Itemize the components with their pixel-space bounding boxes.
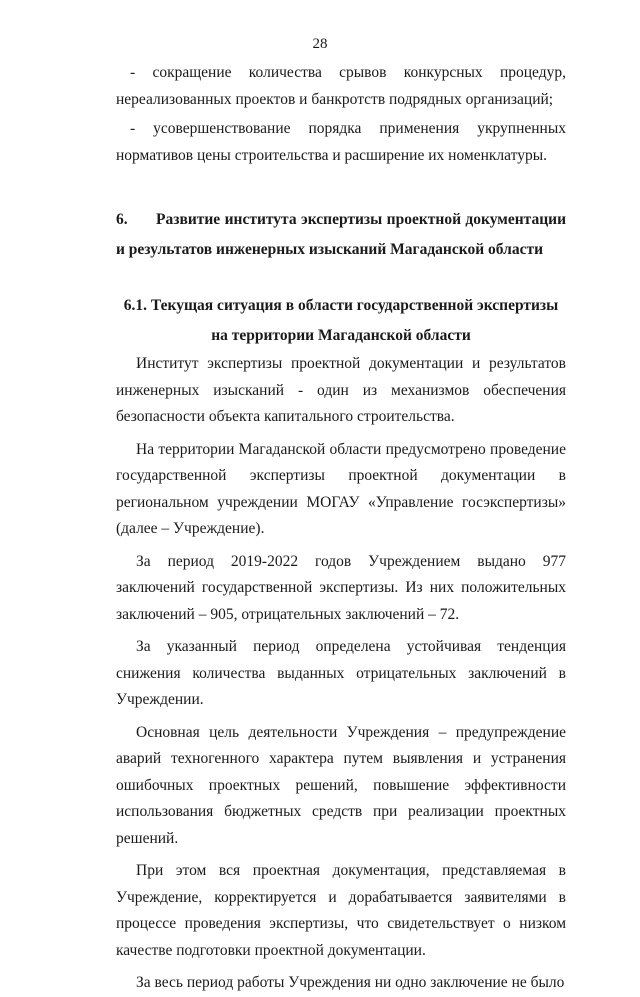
section-title: Развитие института экспертизы проектной документации и результатов инженерных изысканий Магаданской области bbox=[116, 211, 566, 258]
bullet-item: - усовершенствование порядка применения укрупненных нормативов цены строительства и расширение их номенклатуры. bbox=[116, 120, 566, 164]
page-number: 28 bbox=[312, 36, 328, 52]
paragraph: За период 2019-2022 годов Учреждением выдано 977 заключений государственной экспертизы. Из них положительных заключений – 905, отрицательных заключений – 72. bbox=[116, 552, 566, 623]
section-number: 6. bbox=[116, 211, 128, 228]
page-body bbox=[116, 60, 566, 997]
paragraph: Институт экспертизы проектной документации и результатов инженерных изысканий - один из механизмов обеспечения безопасности объекта капитального строительства. bbox=[116, 355, 566, 425]
paragraph: Основная цель деятельности Учреждения – предупреждение аварий техногенного характера путем выявления и устранения ошибочных проектных решений, повышение эффективности использования бюджетных средств при реализации проектных решений. bbox=[116, 723, 566, 847]
paragraph: За весь период работы Учреждения ни одно заключение не было bbox=[136, 974, 565, 991]
bullet-item: - сокращение количества срывов конкурсных процедур, нереализованных проектов и банкротств подрядных организаций; bbox=[116, 64, 566, 108]
paragraph: При этом вся проектная документация, представляемая в Учреждение, корректируется и дорабатывается заявителями в процессе проведения экспертизы, что свидетельствует о низком качестве подготовки проектной документации. bbox=[116, 862, 566, 959]
paragraph: На территории Магаданской области предусмотрено проведение государственной экспертизы проектной документации в региональном учреждении МОГАУ «Управление госэкспертизы» (далее – Учреждение). bbox=[116, 440, 566, 537]
paragraph: За указанный период определена устойчивая тенденция снижения количества выданных отрицательных заключений в Учреждении. bbox=[116, 638, 566, 708]
subsection-heading: 6.1. Текущая ситуация в области государственной экспертизы на территории Магаданской области bbox=[123, 297, 559, 344]
section-heading bbox=[116, 205, 566, 265]
